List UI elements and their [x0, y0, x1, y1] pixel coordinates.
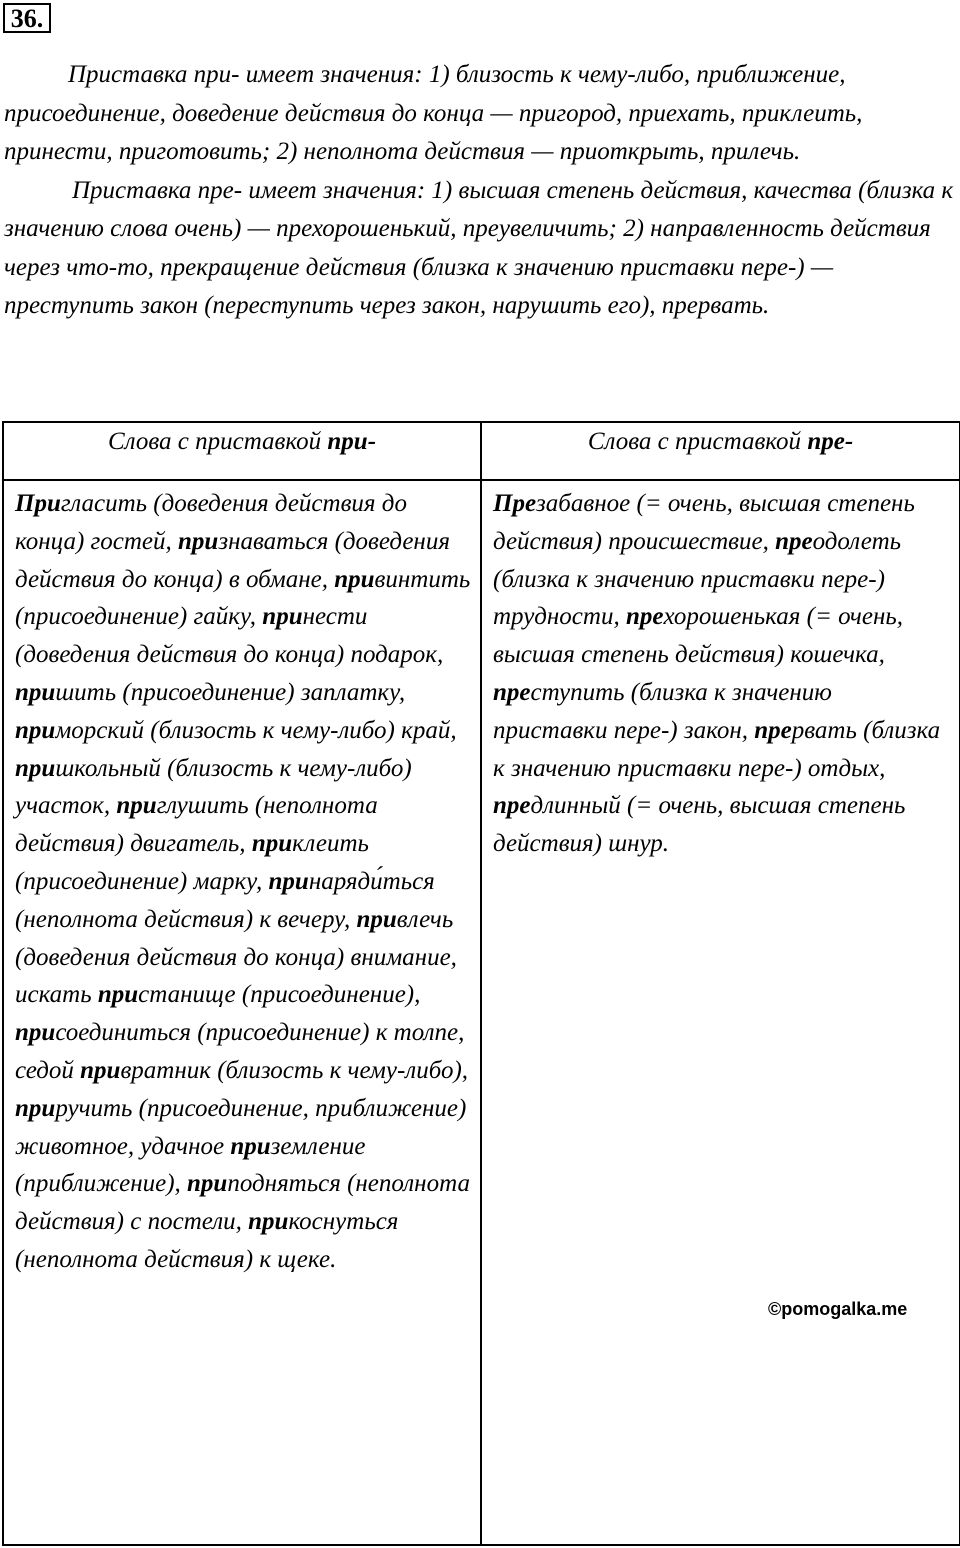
pri-word-text: морский (близость к чему-либо) край, — [55, 716, 457, 744]
pri-word-text: школьный (близость к чему-либо) участок, — [15, 754, 412, 820]
pre-prefix-bold: Пре — [493, 490, 537, 517]
watermark: ©pomogalka.me — [768, 1299, 908, 1319]
pri-word-text: наряди́ться (неполнота действия) к вечеру, — [15, 867, 435, 933]
pri-prefix-bold: при — [15, 754, 56, 782]
header-pri-prefix: Слова с приставкой — [107, 428, 328, 455]
pri-word-text: нести (доведения действия до конца) подарок, — [15, 603, 444, 669]
pri-prefix-bold: при — [268, 867, 309, 895]
pri-word-text: вратник (близость к чему-либо), — [120, 1056, 469, 1084]
pri-word-text: подняться (неполнота действия) с постели, — [15, 1170, 470, 1236]
pre-word-text: рвать (близка к значению приставки пере-) отдых, — [493, 716, 941, 782]
pri-word-text: винтить (присоединение) гайку, — [15, 565, 471, 631]
pri-word-text: шить (присоединение) заплатку, — [55, 678, 406, 706]
pri-word-text: ручить (присоединение, приближение) животное, удачное — [15, 1094, 467, 1160]
pri-prefix-bold: при — [80, 1056, 121, 1084]
pri-word-text: станище (присоединение), — [138, 981, 421, 1009]
pri-prefix-bold: при — [15, 716, 56, 744]
pri-prefix-bold: при — [334, 565, 375, 593]
header-pri-bold: при- — [327, 428, 377, 455]
intro-paragraph-pri: Приставка при- имеет значения: 1) близость к чему-либо, приближение, присоединение, доведение действия до конца — пригород, приехать, приклеить, принести, приготовить; 2) неполнота действия — приоткрыть, прилечь. — [4, 61, 863, 165]
pre-prefix-bold: пре — [754, 716, 792, 744]
pre-word-text: забавное (= очень, высшая степень действия) происшествие, — [493, 490, 915, 555]
header-pri — [3, 422, 481, 480]
pri-prefix-bold: при — [262, 603, 303, 631]
pri-word-text: гласить (доведения действия до конца) гостей, — [15, 490, 407, 555]
pri-prefix-bold: при — [15, 1019, 56, 1047]
header-pre-prefix: Слова с приставкой — [587, 428, 808, 455]
pri-word-text: клеить (присоединение) марку, — [15, 830, 369, 895]
pri-prefix-bold: при — [178, 527, 219, 555]
pre-word-text: ступить (близка к значению приставки пере-) закон, — [493, 678, 832, 744]
cell-pri-words — [3, 480, 481, 1545]
pri-word-text: земление (приближение), — [15, 1132, 366, 1198]
pre-prefix-bold: пре — [625, 603, 664, 631]
pri-prefix-bold: при — [187, 1170, 228, 1198]
intro-text — [4, 56, 956, 326]
pri-prefix-bold: при — [97, 981, 139, 1009]
cell-pre-words — [481, 480, 960, 1545]
table-header-row — [3, 422, 960, 480]
pre-word-text: хорошенькая (= очень, высшая степень действия) кошечка, — [493, 603, 903, 669]
pri-word-text: влечь (доведения действия до конца) внимание, искать — [15, 905, 457, 1009]
pre-prefix-bold: пре — [493, 792, 531, 820]
intro-paragraph-pre: Приставка пре- имеет значения: 1) высшая степень действия, качества (близка к значению слова очень) — прехорошенький, преувеличить; 2) направленность действия через что-то, прекращение действия (близка к значению приставки пере-) — преступить закон (переступить через закон, нарушить его), прервать. — [4, 176, 954, 319]
pre-prefix-bold: пре — [493, 678, 531, 706]
pri-word-text: знаваться (доведения действия до конца) в обмане, — [15, 527, 450, 593]
pre-words-list — [482, 481, 959, 863]
exercise-number: 36. — [3, 3, 51, 33]
pri-prefix-bold: при — [116, 792, 157, 820]
pre-prefix-bold: пре — [775, 527, 813, 555]
pri-word-text: коснуться (неполнота действия) к щеке. — [15, 1208, 399, 1273]
table-body-row — [3, 480, 960, 1545]
pri-prefix-bold: при — [15, 1094, 56, 1122]
pri-prefix-bold: при — [356, 905, 397, 933]
pri-prefix-bold: при — [251, 830, 293, 858]
pre-word-text: длинный (= очень, высшая степень действия) шнур. — [493, 792, 906, 858]
pri-words-list — [4, 481, 480, 1279]
prefix-table — [2, 421, 960, 1546]
pri-prefix-bold: при — [15, 678, 56, 706]
pri-prefix-bold: при — [230, 1132, 271, 1160]
header-pre-bold: пре- — [807, 428, 854, 455]
pri-word-text: соединиться (присоединение) к толпе, седой — [15, 1019, 465, 1084]
pri-prefix-bold: при — [248, 1208, 289, 1236]
pri-prefix-bold: При — [15, 490, 61, 517]
header-pre — [481, 422, 960, 480]
pri-word-text: глушить (неполнота действия) двигатель, — [15, 792, 378, 858]
pre-word-text: одолеть (близка к значению приставки пере-) трудности, — [493, 527, 902, 631]
